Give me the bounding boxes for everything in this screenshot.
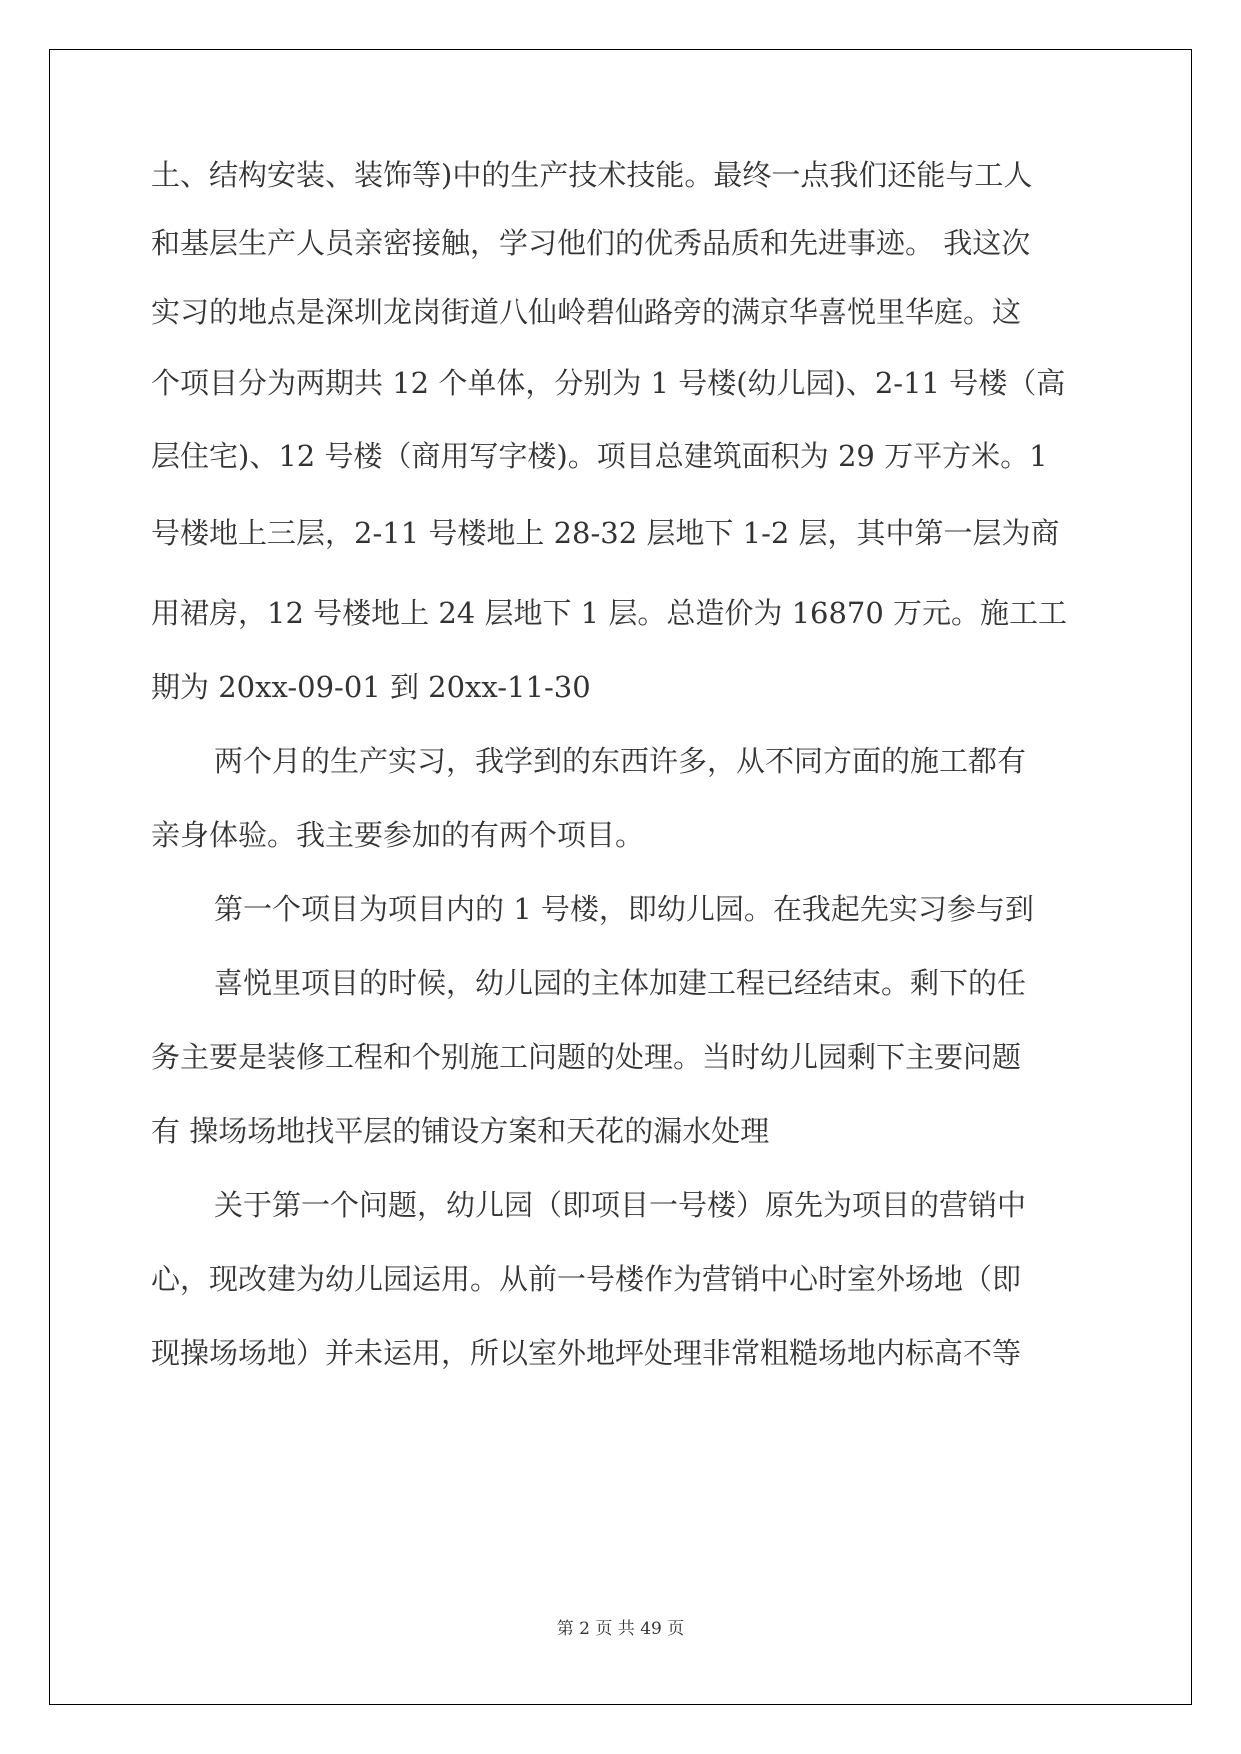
text-line: 用裙房，12 号楼地上 24 层地下 1 层。总造价为 16870 万元。施工工: [151, 596, 1068, 630]
text-line: 现操场场地）并未运用，所以室外地坪处理非常粗糙场地内标高不等: [151, 1336, 1022, 1370]
text-line: 实习的地点是深圳龙岗街道八仙岭碧仙路旁的满京华喜悦里华庭。这: [151, 295, 1022, 329]
text-line: 和基层生产人员亲密接触，学习他们的优秀品质和先进事迹。 我这次: [151, 226, 1031, 260]
text-line: 亲身体验。我主要参加的有两个项目。: [151, 818, 645, 852]
text-line: 号楼地上三层，2-11 号楼地上 28-32 层地下 1-2 层，其中第一层为商: [151, 516, 1060, 550]
page-number-footer: 第 2 页 共 49 页: [556, 1619, 685, 1639]
text-line: 心，现改建为幼儿园运用。从前一号楼作为营销中心时室外场地（即: [151, 1262, 1022, 1296]
text-line: 土、结构安装、装饰等)中的生产技术技能。最终一点我们还能与工人: [151, 158, 1033, 192]
text-line: 有 操场场地找平层的铺设方案和天花的漏水处理: [151, 1114, 770, 1148]
paragraph-first-line: 第一个项目为项目内的 1 号楼，即幼儿园。在我起先实习参与到: [214, 892, 1034, 926]
text-line: 个项目分为两期共 12 个单体，分别为 1 号楼(幼儿园)、2-11 号楼（高: [151, 366, 1066, 400]
text-line: 层住宅)、12 号楼（商用写字楼)。项目总建筑面积为 29 万平方米。1: [151, 439, 1048, 473]
paragraph-first-line: 两个月的生产实习，我学到的东西许多，从不同方面的施工都有: [214, 744, 1027, 778]
text-line: 期为 20xx-09-01 到 20xx-11-30: [151, 670, 591, 704]
paragraph-first-line: 关于第一个问题，幼儿园（即项目一号楼）原先为项目的营销中: [214, 1188, 1027, 1222]
text-line: 喜悦里项目的时候，幼儿园的主体加建工程已经结束。剩下的任: [214, 966, 1027, 1000]
text-line: 务主要是装修工程和个别施工问题的处理。当时幼儿园剩下主要问题: [151, 1040, 1022, 1074]
